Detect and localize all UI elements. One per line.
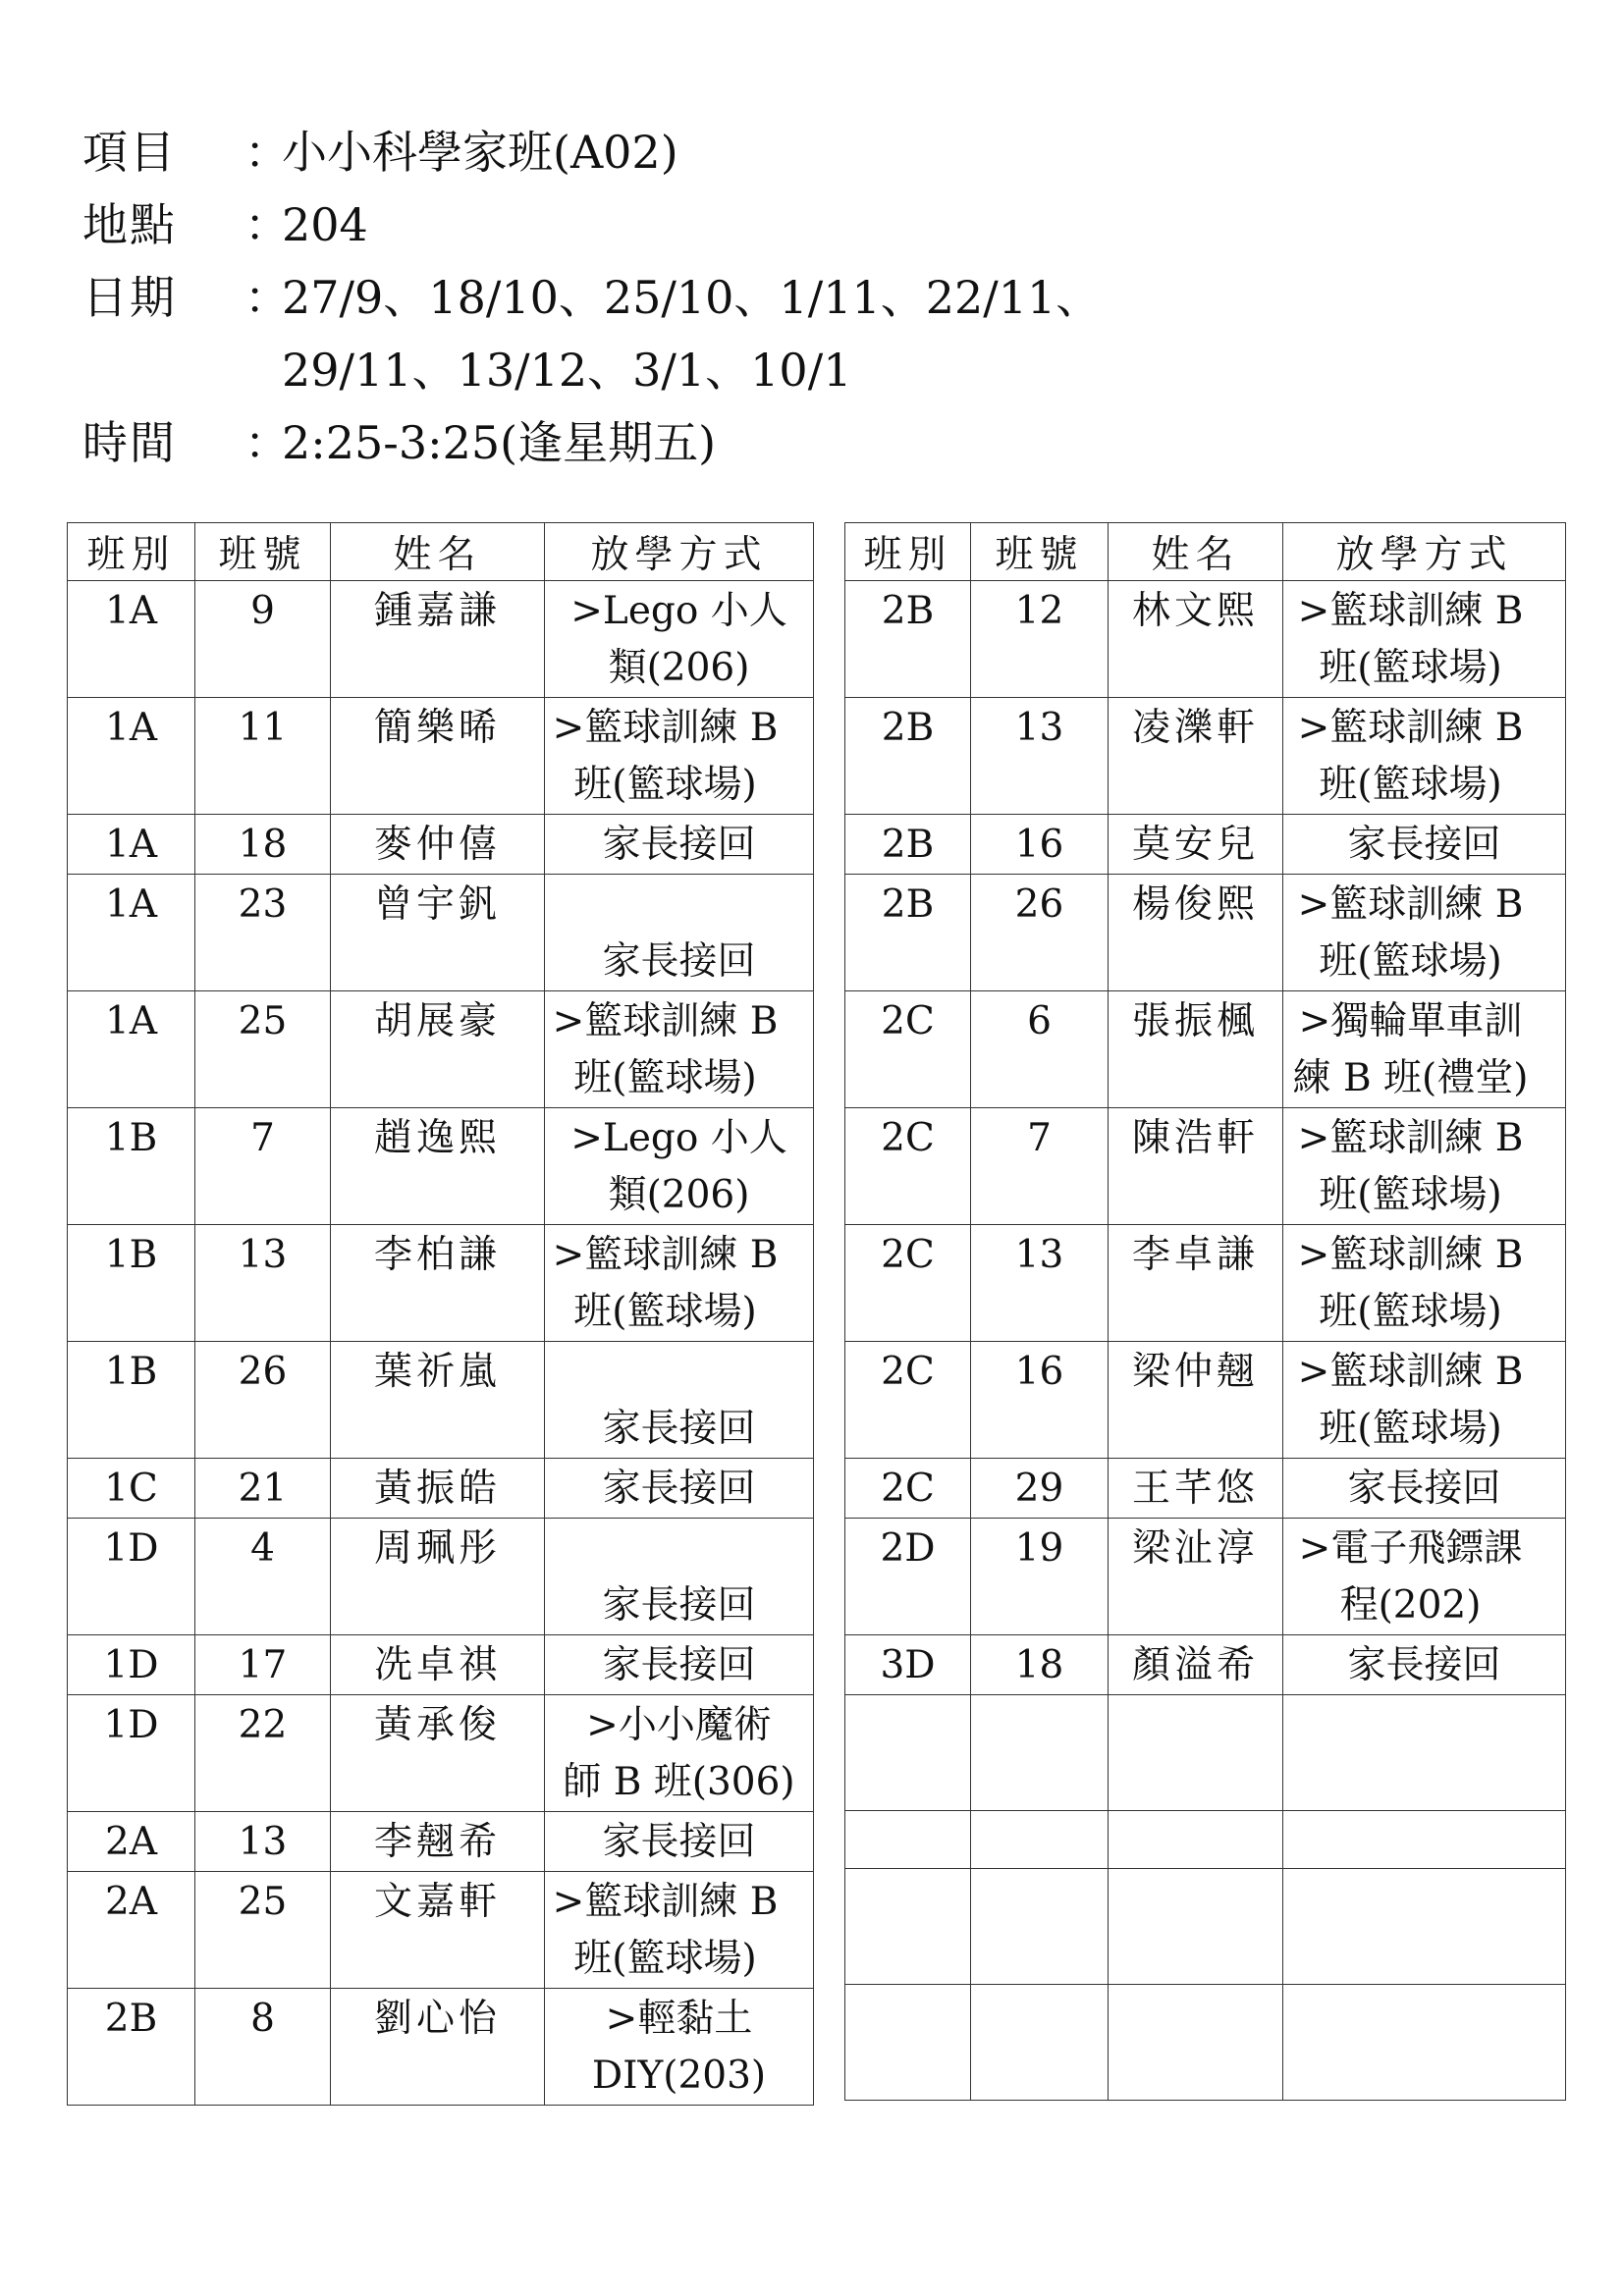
class-cell: 1B — [68, 1225, 195, 1342]
method-line: >籃球訓練 B — [552, 999, 779, 1043]
column-header-method: 放學方式 — [1283, 523, 1566, 581]
method-line: >籃球訓練 B — [1297, 589, 1524, 633]
class-cell: 1A — [68, 991, 195, 1108]
name-cell: 李卓謙 — [1109, 1225, 1283, 1342]
date-value-line2: 29/11、13/12、3/1、10/1 — [282, 344, 852, 397]
table-row — [845, 1869, 1566, 1985]
number-cell: 8 — [195, 1989, 331, 2106]
name-cell: 梁仲翹 — [1109, 1342, 1283, 1459]
name-cell: 顏溢希 — [1109, 1635, 1283, 1695]
name-cell: 梁沚淳 — [1109, 1519, 1283, 1635]
column-header-number: 班號 — [971, 523, 1109, 581]
name-cell: 林文熙 — [1109, 581, 1283, 698]
document-header — [82, 116, 1101, 479]
class-cell: 1D — [68, 1519, 195, 1635]
name-cell: 鍾嘉謙 — [331, 581, 545, 698]
method-cell — [545, 1812, 814, 1872]
class-cell: 2C — [845, 991, 971, 1108]
table-row — [68, 875, 814, 991]
method-line: 家長接回 — [1347, 1643, 1501, 1687]
number-cell: 12 — [971, 581, 1109, 698]
location-colon: ： — [244, 198, 290, 251]
name-cell: 陳浩軒 — [1109, 1108, 1283, 1225]
empty-cell — [971, 1869, 1109, 1985]
class-cell: 1C — [68, 1459, 195, 1519]
column-header-name: 姓名 — [1109, 523, 1283, 581]
empty-cell — [1283, 1811, 1566, 1869]
method-line: 家長接回 — [602, 1820, 756, 1864]
method-line: 類(206) — [608, 646, 750, 690]
name-cell: 王芊悠 — [1109, 1459, 1283, 1519]
method-cell — [1283, 698, 1566, 815]
class-cell: 2C — [845, 1108, 971, 1225]
student-table-right — [844, 522, 1566, 2101]
table-row — [68, 1459, 814, 1519]
class-cell: 1D — [68, 1635, 195, 1695]
name-cell: 簡樂晞 — [331, 698, 545, 815]
method-cell — [545, 1695, 814, 1812]
date-row — [82, 261, 1101, 334]
empty-cell — [845, 1811, 971, 1869]
method-line: >籃球訓練 B — [552, 1880, 779, 1924]
empty-cell — [1283, 1985, 1566, 2101]
class-cell: 2C — [845, 1225, 971, 1342]
table-body-right — [845, 581, 1566, 2101]
column-header-class: 班別 — [845, 523, 971, 581]
empty-cell — [845, 1985, 971, 2101]
class-cell: 2A — [68, 1872, 195, 1989]
name-cell: 黃承俊 — [331, 1695, 545, 1812]
number-cell: 23 — [195, 875, 331, 991]
time-value: 2:25-3:25(逢星期五) — [282, 416, 717, 469]
method-cell — [545, 1225, 814, 1342]
method-cell — [1283, 1635, 1566, 1695]
class-cell: 2B — [845, 581, 971, 698]
class-cell: 1B — [68, 1108, 195, 1225]
method-cell — [545, 581, 814, 698]
name-cell: 胡展豪 — [331, 991, 545, 1108]
empty-cell — [1109, 1985, 1283, 2101]
class-cell: 1A — [68, 815, 195, 875]
table-row — [845, 1225, 1566, 1342]
time-label: 時間 — [82, 416, 177, 469]
table-body-left — [68, 581, 814, 2106]
name-cell: 凌濼軒 — [1109, 698, 1283, 815]
name-cell: 葉祈嵐 — [331, 1342, 545, 1459]
method-cell — [545, 1342, 814, 1459]
empty-cell — [971, 1811, 1109, 1869]
method-line: 家長接回 — [602, 823, 756, 867]
empty-cell — [1283, 1695, 1566, 1811]
class-cell: 2B — [68, 1989, 195, 2106]
method-line: >籃球訓練 B — [1297, 882, 1524, 927]
method-line: DIY(203) — [591, 2054, 767, 2098]
method-line: 家長接回 — [1347, 1467, 1501, 1511]
class-cell: 1A — [68, 698, 195, 815]
empty-cell — [971, 1985, 1109, 2101]
method-cell — [1283, 581, 1566, 698]
table-header-row — [68, 523, 814, 581]
table-row — [68, 1989, 814, 2106]
table-row — [845, 1635, 1566, 1695]
class-cell: 2B — [845, 698, 971, 815]
item-row — [82, 116, 1101, 188]
number-cell: 13 — [971, 1225, 1109, 1342]
method-line: >電子飛鏢課 — [1298, 1526, 1523, 1571]
number-cell: 18 — [971, 1635, 1109, 1695]
method-line: >籃球訓練 B — [1297, 1116, 1524, 1160]
method-line: >籃球訓練 B — [1297, 1233, 1524, 1277]
name-cell: 周珮彤 — [331, 1519, 545, 1635]
number-cell: 25 — [195, 991, 331, 1108]
number-cell: 7 — [195, 1108, 331, 1225]
method-line: 家長接回 — [602, 1583, 756, 1628]
method-cell — [545, 1635, 814, 1695]
method-cell — [545, 815, 814, 875]
method-line: 師 B 班(306) — [563, 1760, 795, 1804]
date-label: 日期 — [82, 271, 177, 324]
number-cell: 22 — [195, 1695, 331, 1812]
method-line: 班(籃球場) — [573, 1290, 757, 1334]
method-cell — [1283, 1459, 1566, 1519]
class-cell: 1A — [68, 875, 195, 991]
method-cell — [545, 875, 814, 991]
time-row — [82, 406, 1101, 479]
table-row — [845, 1811, 1566, 1869]
method-line: 班(籃球場) — [573, 1056, 757, 1100]
number-cell: 25 — [195, 1872, 331, 1989]
name-cell: 劉心怡 — [331, 1989, 545, 2106]
method-line: >獨輪單車訓 — [1298, 999, 1523, 1043]
table-row — [845, 815, 1566, 875]
method-line: >籃球訓練 B — [552, 1233, 779, 1277]
number-cell: 13 — [195, 1225, 331, 1342]
method-cell — [545, 1989, 814, 2106]
column-header-class: 班別 — [68, 523, 195, 581]
column-header-name: 姓名 — [331, 523, 545, 581]
method-line: 班(籃球場) — [1319, 1290, 1502, 1334]
method-cell — [545, 1519, 814, 1635]
empty-cell — [971, 1695, 1109, 1811]
method-line: 班(籃球場) — [1319, 1173, 1502, 1217]
class-cell: 2C — [845, 1342, 971, 1459]
date-colon: ： — [244, 271, 290, 324]
method-line: >籃球訓練 B — [1297, 1350, 1524, 1394]
table-row — [68, 581, 814, 698]
class-cell: 1B — [68, 1342, 195, 1459]
method-line: 班(籃球場) — [1319, 1407, 1502, 1451]
location-label: 地點 — [82, 198, 177, 251]
column-header-method: 放學方式 — [545, 523, 814, 581]
table-row — [845, 1985, 1566, 2101]
class-cell: 2D — [845, 1519, 971, 1635]
time-colon: ： — [244, 416, 290, 469]
table-row — [845, 991, 1566, 1108]
table-header-row — [845, 523, 1566, 581]
method-line: 班(籃球場) — [573, 1937, 757, 1981]
date-row-continued — [82, 334, 1101, 406]
class-cell: 1A — [68, 581, 195, 698]
method-cell — [1283, 875, 1566, 991]
method-line: >小小魔術 — [586, 1703, 772, 1747]
number-cell: 26 — [971, 875, 1109, 991]
method-cell — [1283, 1225, 1566, 1342]
number-cell: 26 — [195, 1342, 331, 1459]
table-row — [68, 1635, 814, 1695]
empty-cell — [1283, 1869, 1566, 1985]
empty-cell — [1109, 1811, 1283, 1869]
table-row — [845, 1519, 1566, 1635]
student-table-left — [67, 522, 814, 2106]
method-line: 類(206) — [608, 1173, 750, 1217]
location-value: 204 — [282, 198, 368, 251]
number-cell: 6 — [971, 991, 1109, 1108]
method-cell — [545, 991, 814, 1108]
table-row — [845, 1459, 1566, 1519]
item-colon: ： — [244, 126, 290, 179]
table-row — [845, 1108, 1566, 1225]
name-cell: 莫安兒 — [1109, 815, 1283, 875]
method-line: >Lego 小人 — [570, 589, 787, 633]
method-cell — [1283, 1342, 1566, 1459]
number-cell: 17 — [195, 1635, 331, 1695]
table-row — [845, 1695, 1566, 1811]
number-cell: 11 — [195, 698, 331, 815]
item-label: 項目 — [82, 126, 177, 179]
name-cell: 曾宇釩 — [331, 875, 545, 991]
table-row — [68, 1812, 814, 1872]
empty-cell — [845, 1695, 971, 1811]
number-cell: 29 — [971, 1459, 1109, 1519]
method-cell — [1283, 991, 1566, 1108]
method-cell — [545, 1108, 814, 1225]
number-cell: 7 — [971, 1108, 1109, 1225]
name-cell: 李柏謙 — [331, 1225, 545, 1342]
name-cell: 文嘉軒 — [331, 1872, 545, 1989]
date-value-line1: 27/9、18/10、25/10、1/11、22/11、 — [282, 271, 1102, 324]
class-cell: 1D — [68, 1695, 195, 1812]
method-line: 家長接回 — [602, 1467, 756, 1511]
method-cell — [1283, 1108, 1566, 1225]
empty-cell — [1109, 1869, 1283, 1985]
empty-cell — [845, 1869, 971, 1985]
class-cell: 2B — [845, 875, 971, 991]
method-line: 家長接回 — [602, 1407, 756, 1451]
name-cell: 趙逸熙 — [331, 1108, 545, 1225]
name-cell: 黃振皓 — [331, 1459, 545, 1519]
method-cell — [545, 698, 814, 815]
table-row — [68, 1225, 814, 1342]
number-cell: 16 — [971, 1342, 1109, 1459]
method-line: 程(202) — [1339, 1583, 1482, 1628]
method-line: 班(籃球場) — [573, 763, 757, 807]
table-row — [68, 1342, 814, 1459]
method-line: 班(籃球場) — [1319, 939, 1502, 984]
name-cell: 麥仲僖 — [331, 815, 545, 875]
number-cell: 16 — [971, 815, 1109, 875]
name-cell: 冼卓祺 — [331, 1635, 545, 1695]
method-cell — [1283, 815, 1566, 875]
method-line: >Lego 小人 — [570, 1116, 787, 1160]
location-row — [82, 188, 1101, 261]
class-cell: 2A — [68, 1812, 195, 1872]
method-line: >輕黏土 — [605, 1997, 753, 2041]
table-row — [68, 1695, 814, 1812]
column-header-number: 班號 — [195, 523, 331, 581]
table-row — [68, 1872, 814, 1989]
table-row — [68, 698, 814, 815]
table-row — [68, 991, 814, 1108]
class-cell: 2C — [845, 1459, 971, 1519]
number-cell: 13 — [971, 698, 1109, 815]
method-line: >籃球訓練 B — [552, 706, 779, 750]
method-cell — [545, 1459, 814, 1519]
number-cell: 9 — [195, 581, 331, 698]
name-cell: 張振楓 — [1109, 991, 1283, 1108]
method-cell — [545, 1872, 814, 1989]
empty-cell — [1109, 1695, 1283, 1811]
method-line: 班(籃球場) — [1319, 646, 1502, 690]
table-row — [845, 1342, 1566, 1459]
class-cell: 2B — [845, 815, 971, 875]
number-cell: 4 — [195, 1519, 331, 1635]
number-cell: 13 — [195, 1812, 331, 1872]
method-line: 練 B 班(禮堂) — [1292, 1056, 1529, 1100]
table-row — [68, 1519, 814, 1635]
number-cell: 18 — [195, 815, 331, 875]
table-row — [845, 698, 1566, 815]
table-row — [845, 875, 1566, 991]
method-line: 家長接回 — [602, 1643, 756, 1687]
table-row — [68, 1108, 814, 1225]
number-cell: 21 — [195, 1459, 331, 1519]
name-cell: 李翹希 — [331, 1812, 545, 1872]
class-cell: 3D — [845, 1635, 971, 1695]
name-cell: 楊俊熙 — [1109, 875, 1283, 991]
method-line: 家長接回 — [602, 939, 756, 984]
number-cell: 19 — [971, 1519, 1109, 1635]
method-line: >籃球訓練 B — [1297, 706, 1524, 750]
method-cell — [1283, 1519, 1566, 1635]
method-line: 家長接回 — [1347, 823, 1501, 867]
table-row — [845, 581, 1566, 698]
item-value: 小小科學家班(A02) — [282, 126, 678, 179]
method-line: 班(籃球場) — [1319, 763, 1502, 807]
table-row — [68, 815, 814, 875]
